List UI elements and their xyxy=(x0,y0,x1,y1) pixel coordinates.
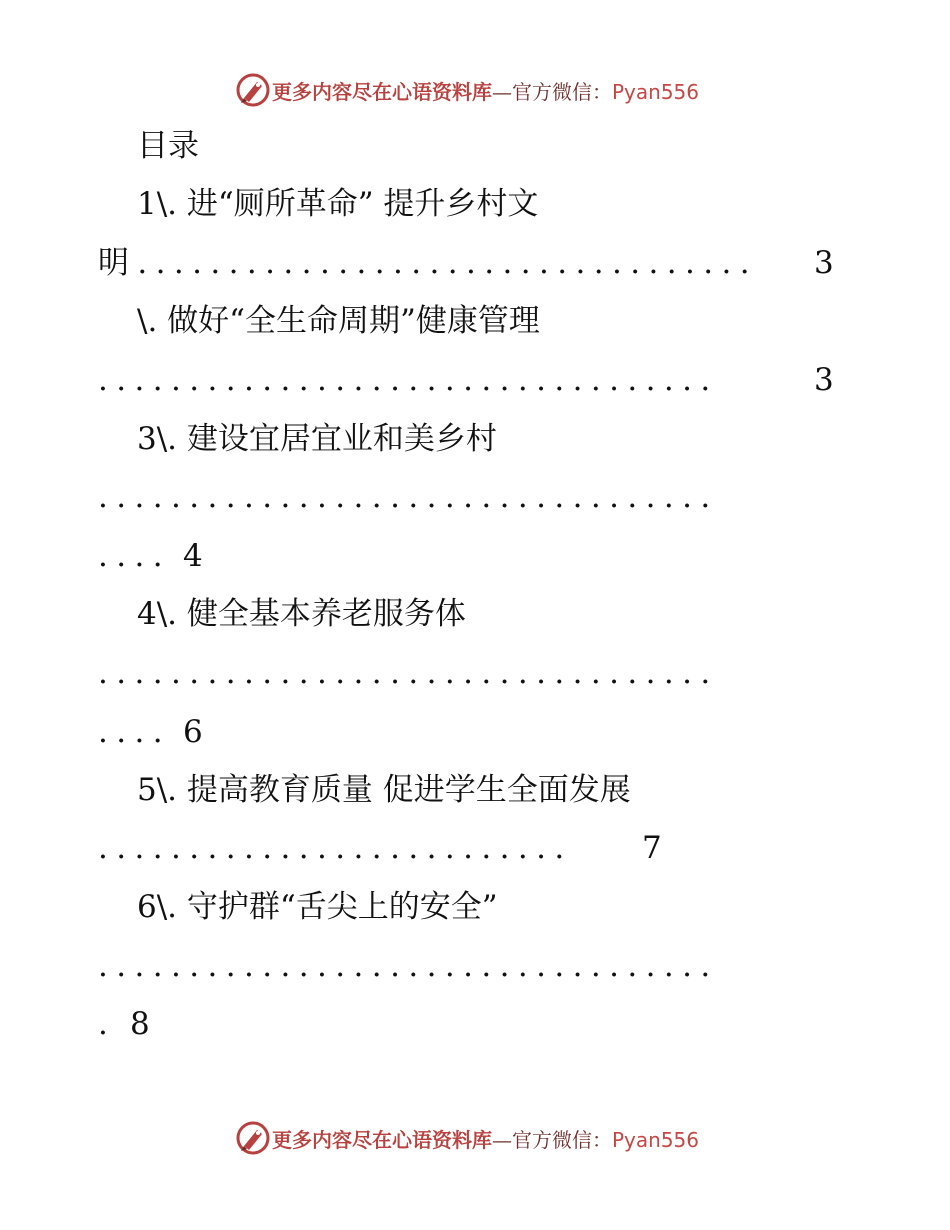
toc-entry-4-leader-cont: .... xyxy=(98,714,172,750)
footer-text xyxy=(272,1124,699,1153)
header-wechat: Pyan556 xyxy=(612,80,700,104)
toc-entry-6-leader: .................................. xyxy=(98,948,719,984)
toc-entry-2-leader: .................................. xyxy=(98,362,719,398)
footer-dash: —官方微信： xyxy=(492,1128,612,1152)
toc-entry-6-title[interactable]: 6\. 守护群“舌尖上的安全” xyxy=(137,889,498,925)
header-dash: —官方微信： xyxy=(492,80,612,104)
header-text xyxy=(272,76,699,105)
toc-entry-1-leader: 明.................................. xyxy=(98,245,759,281)
toc-entry-3-leader-cont: .... xyxy=(98,538,172,574)
header-brand: 更多内容尽在心语资料库 xyxy=(272,80,492,104)
pen-logo-icon xyxy=(235,1120,271,1156)
toc-title: 目录 xyxy=(137,128,199,164)
toc-entry-3-page[interactable]: 4 xyxy=(183,538,203,574)
footer-banner xyxy=(0,1118,950,1162)
pen-logo-icon xyxy=(235,72,271,108)
toc-entry-6-leader-cont: . xyxy=(98,1006,117,1042)
footer-wechat: Pyan556 xyxy=(612,1128,700,1152)
toc-entry-3-title[interactable]: 3\. 建设宜居宜业和美乡村 xyxy=(137,421,497,457)
toc-entry-5-leader: .......................... xyxy=(98,830,573,866)
toc-entry-2-page[interactable]: 3 xyxy=(814,362,834,398)
footer-brand: 更多内容尽在心语资料库 xyxy=(272,1128,492,1152)
toc-entry-3-leader: .................................. xyxy=(98,479,719,515)
toc-entry-5-page[interactable]: 7 xyxy=(642,830,662,866)
toc-entry-5-title[interactable]: 5\. 提高教育质量 促进学生全面发展 xyxy=(137,772,631,808)
toc-entry-1-page[interactable]: 3 xyxy=(814,245,834,281)
toc-entry-1-title[interactable]: 1\. 进“厕所革命” 提升乡村文 xyxy=(137,186,539,222)
header-banner xyxy=(0,70,950,114)
toc-entry-4-title[interactable]: 4\. 健全基本养老服务体 xyxy=(137,596,466,632)
toc-entry-2-title[interactable]: \. 做好“全生命周期”健康管理 xyxy=(137,303,540,339)
toc-entry-6-page[interactable]: 8 xyxy=(130,1006,150,1042)
toc-entry-4-page[interactable]: 6 xyxy=(183,714,203,750)
toc-entry-4-leader: .................................. xyxy=(98,655,719,691)
